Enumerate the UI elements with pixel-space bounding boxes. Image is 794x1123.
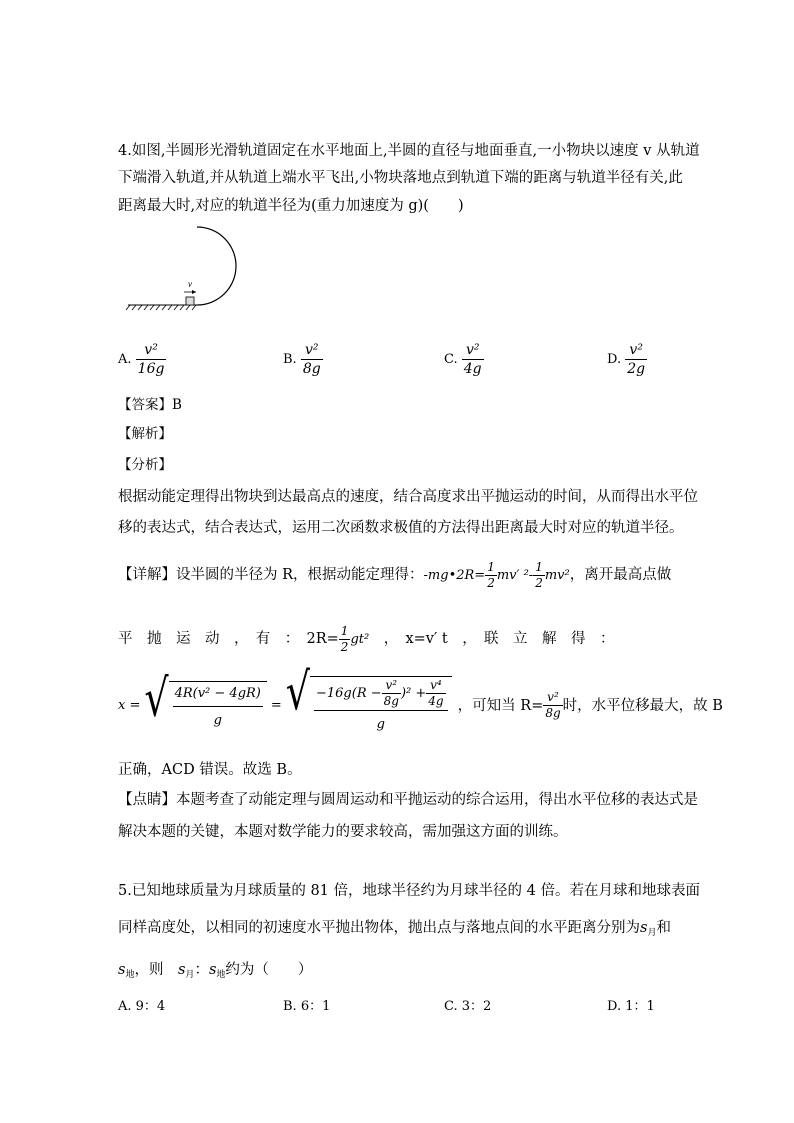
q4-dianjing-line1: 【点睛】本题考查了动能定理与圆周运动和平抛运动的综合运用，得出水平位移的表达式是: [118, 792, 698, 808]
q4-detail-line2: 平 抛 运 动 ， 有 ： 2R= $\frac{1}{2}$ gt² ， x=v′ t ， 联 立 解 得 ：: [118, 623, 615, 654]
q4-dianjing-line2: 解决本题的关键，本题对数学能力的要求较高，需加强这方面的训练。: [118, 824, 568, 840]
q5-stem-line2: 同样高度处，以相同的初速度水平抛出物体，抛出点与落地点间的水平距离分别为$s_月$和: [118, 920, 671, 938]
q4-answer: 【答案】B: [118, 397, 182, 413]
q5-option-a[interactable]: A. 9：4: [118, 999, 166, 1014]
q4-detail-line4: 正确，ACD 错误。故选 B。: [118, 762, 302, 778]
q5-option-c[interactable]: C. 3：2: [444, 999, 492, 1014]
q5-stem-line3: $s_地$，则 $s_月$：$s_地$约为（ ）: [118, 962, 313, 980]
q5-option-b[interactable]: B. 6：1: [283, 999, 331, 1014]
q4-stem-line1: 4.如图,半圆形光滑轨道固定在水平地面上,半圆的直径与地面垂直,一小物块以速度 v 从轨道: [118, 143, 700, 159]
q4-stem-line3: 距离最大时,对应的轨道半径为(重力加速度为 g)( ): [118, 198, 464, 214]
q4-detail-line1: 【详解】设半圆的半径为 R，根据动能定理得：-mg•2R= $\frac{1}{2}$ mv′ ²- $\frac{1}{2}$ mv²，离开最高点做: [118, 559, 672, 590]
q5-stem-line1: 5.已知地球质量为月球质量的 81 倍，地球半径约为月球半径的 4 倍。若在月球和地球表面: [118, 883, 700, 899]
q4-option-a[interactable]: A. $\frac{\text{v²}}{16g}$: [118, 342, 165, 377]
q4-analysis-label: 【解析】: [118, 426, 172, 442]
q5-option-d[interactable]: D. 1：1: [607, 999, 655, 1014]
q4-fenxi-label: 【分析】: [118, 457, 172, 473]
q4-option-b[interactable]: B. $\frac{\text{v²}}{8g}$: [283, 342, 321, 377]
velocity-label: v: [188, 279, 192, 289]
q4-option-c[interactable]: C. $\frac{\text{v²}}{4g}$: [444, 342, 482, 377]
q4-stem-line2: 下端滑入轨道,并从轨道上端水平飞出,小物块落地点到轨道下端的距离与轨道半径有关,此: [118, 170, 683, 186]
q4-fenxi-line1: 根据动能定理得出物块到达最高点的速度，结合高度求出平抛运动的时间，从而得出水平位: [118, 489, 698, 505]
q4-figure: [125, 225, 255, 313]
q4-option-d[interactable]: D. $\frac{\text{v²}}{2g}$: [607, 342, 646, 377]
q4-detail-line3: x = √ 4R(v² − 4gR) g = √ −16g(R − $\frac{\text{v²}}{8g}$ )² + $\frac{\text{v⁴}}{4g}$ g ，可知当 R= $\frac{\text{v²}}{8g}$ 时，水平位移最大，故 B: [118, 676, 723, 735]
q4-fenxi-line2: 移的表达式，结合表达式，运用二次函数求极值的方法得出距离最大时对应的轨道半径。: [118, 520, 684, 536]
